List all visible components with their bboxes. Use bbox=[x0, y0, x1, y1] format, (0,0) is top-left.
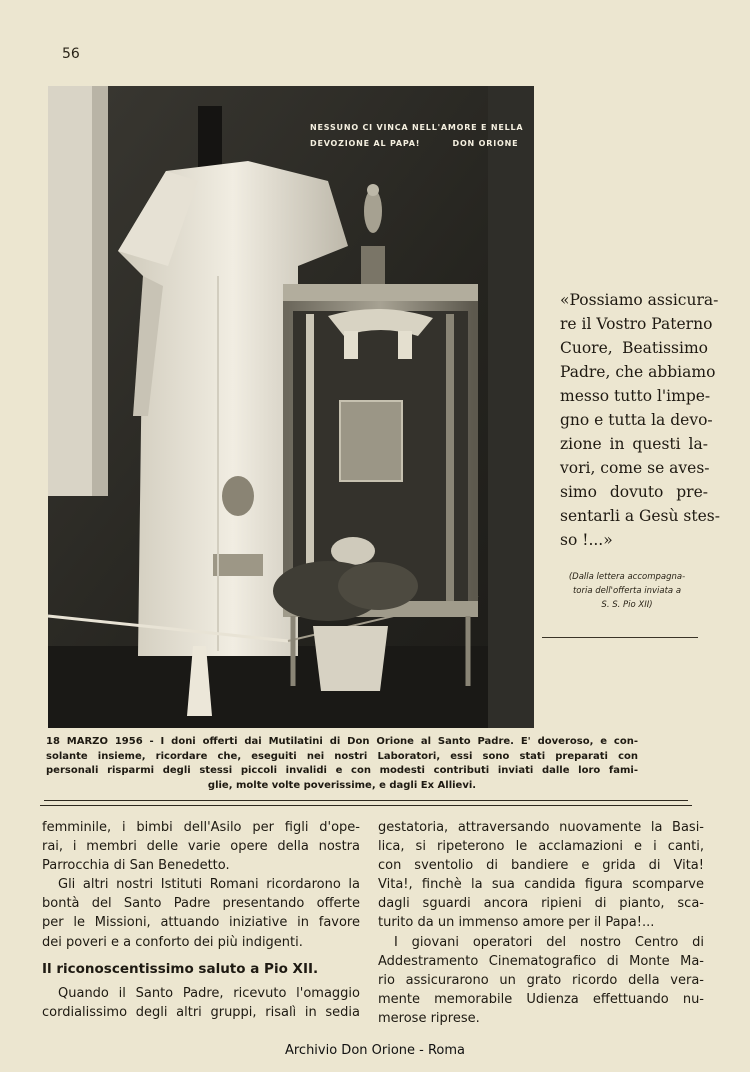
section-heading: Il riconoscentissimo saluto a Pio XII. bbox=[42, 960, 319, 977]
quote-line: re il Vostro Paterno bbox=[560, 315, 713, 333]
body-line: cordialissimo degli altri gruppi, risalì in sedia bbox=[42, 1004, 360, 1020]
photo-banner-line-1: NESSUNO CI VINCA NELL'AMORE E NELLA bbox=[310, 123, 524, 132]
document-frame bbox=[340, 401, 402, 481]
body-line: Parrocchia di San Benedetto. bbox=[42, 858, 230, 874]
body-line: per le Missioni, attuando iniziative in favore bbox=[42, 915, 360, 931]
body-line: rio assicurarono un grato ricordo della vera- bbox=[378, 972, 704, 988]
body-line: gestatoria, attraversando nuovamente la Basi- bbox=[378, 820, 704, 835]
body-line: mente memorabile Udienza effettuando nu- bbox=[378, 991, 704, 1007]
source-line: toria dell'offerta inviata a bbox=[572, 586, 682, 596]
body-line: Vita!, finchè la sua candida figura scomparve bbox=[378, 877, 704, 893]
source-line: (Dalla lettera accompagna- bbox=[568, 572, 686, 582]
body-line: dagli sguardi ancora ripieni di pianto, sca- bbox=[378, 896, 704, 912]
caption-divider bbox=[44, 800, 688, 801]
quote-line: Cuore, Beatissimo bbox=[560, 339, 708, 357]
right-column bbox=[378, 818, 704, 1028]
photo-banner-line-2: DEVOZIONE AL PAPA! DON ORIONE bbox=[310, 139, 519, 148]
photo-caption bbox=[46, 735, 638, 793]
quote-line: «Possiamo assicura- bbox=[560, 291, 719, 309]
photo-scene bbox=[48, 86, 534, 728]
body-line: femminile, i bimbi dell'Asilo per figli d'ope- bbox=[42, 820, 360, 835]
side-divider bbox=[542, 637, 698, 638]
embroidered-emblem bbox=[222, 476, 254, 516]
quote-line: zione in questi la- bbox=[560, 435, 708, 453]
body-line: rai, i membri delle varie opere della nostra bbox=[42, 839, 360, 855]
quote-line: so !...» bbox=[560, 531, 613, 549]
body-line: merose riprese. bbox=[378, 1010, 480, 1026]
quote-source bbox=[552, 570, 702, 612]
quote-line: vori, come se aves- bbox=[560, 459, 710, 477]
quote-block bbox=[560, 288, 720, 552]
body-line: dei poveri e a conforto dei più indigenti. bbox=[42, 934, 303, 950]
body-line: bontà del Santo Padre presentando offerte bbox=[42, 896, 360, 912]
body-line: Quando il Santo Padre, ricevuto l'omaggio bbox=[58, 985, 360, 1001]
body-line: I giovani operatori del nostro Centro di bbox=[394, 934, 704, 950]
quote-line: Padre, che abbiamo bbox=[560, 363, 716, 381]
quote-line: sentarli a Gesù stes- bbox=[560, 507, 720, 525]
page-number: 56 bbox=[62, 46, 80, 62]
quote-line: gno e tutta la devo- bbox=[560, 411, 713, 429]
left-column bbox=[42, 818, 360, 1022]
body-line: Gli altri nostri Istituti Romani ricordarono la bbox=[58, 877, 360, 893]
body-line: turito da un immenso amore per il Papa!... bbox=[378, 915, 655, 931]
caption-line: solante insieme, ricordare che, eseguiti nei nostri Laboratori, essi sono stati preparati con bbox=[46, 750, 638, 762]
flower-pot bbox=[313, 626, 388, 691]
body-line: lica, si ripeterono le acclamazioni e i canti, bbox=[378, 839, 704, 855]
quote-line: messo tutto l'impe- bbox=[560, 387, 711, 405]
archive-footer: Archivio Don Orione - Roma bbox=[284, 1043, 466, 1058]
source-line: S. S. Pio XII) bbox=[601, 600, 653, 610]
quote-line: simo dovuto pre- bbox=[560, 483, 708, 501]
photograph bbox=[48, 86, 534, 728]
body-line: con sventolio di bandiere e grida di Vita! bbox=[378, 858, 704, 874]
caption-line: glie, molte volte poverissime, e dagli Ex Allievi. bbox=[207, 779, 477, 791]
caption-line: 18 MARZO 1956 - I doni offerti dai Mutilatini di Don Orione al Santo Padre. E' doveroso, e con- bbox=[46, 736, 638, 747]
caption-divider-2 bbox=[40, 805, 692, 806]
body-line: Addestramento Cinematografico di Monte Ma- bbox=[378, 953, 704, 969]
caption-line: personali risparmi degli stessi piccoli invalidi e con modesti contributi inviati dalle loro fami- bbox=[46, 765, 638, 776]
